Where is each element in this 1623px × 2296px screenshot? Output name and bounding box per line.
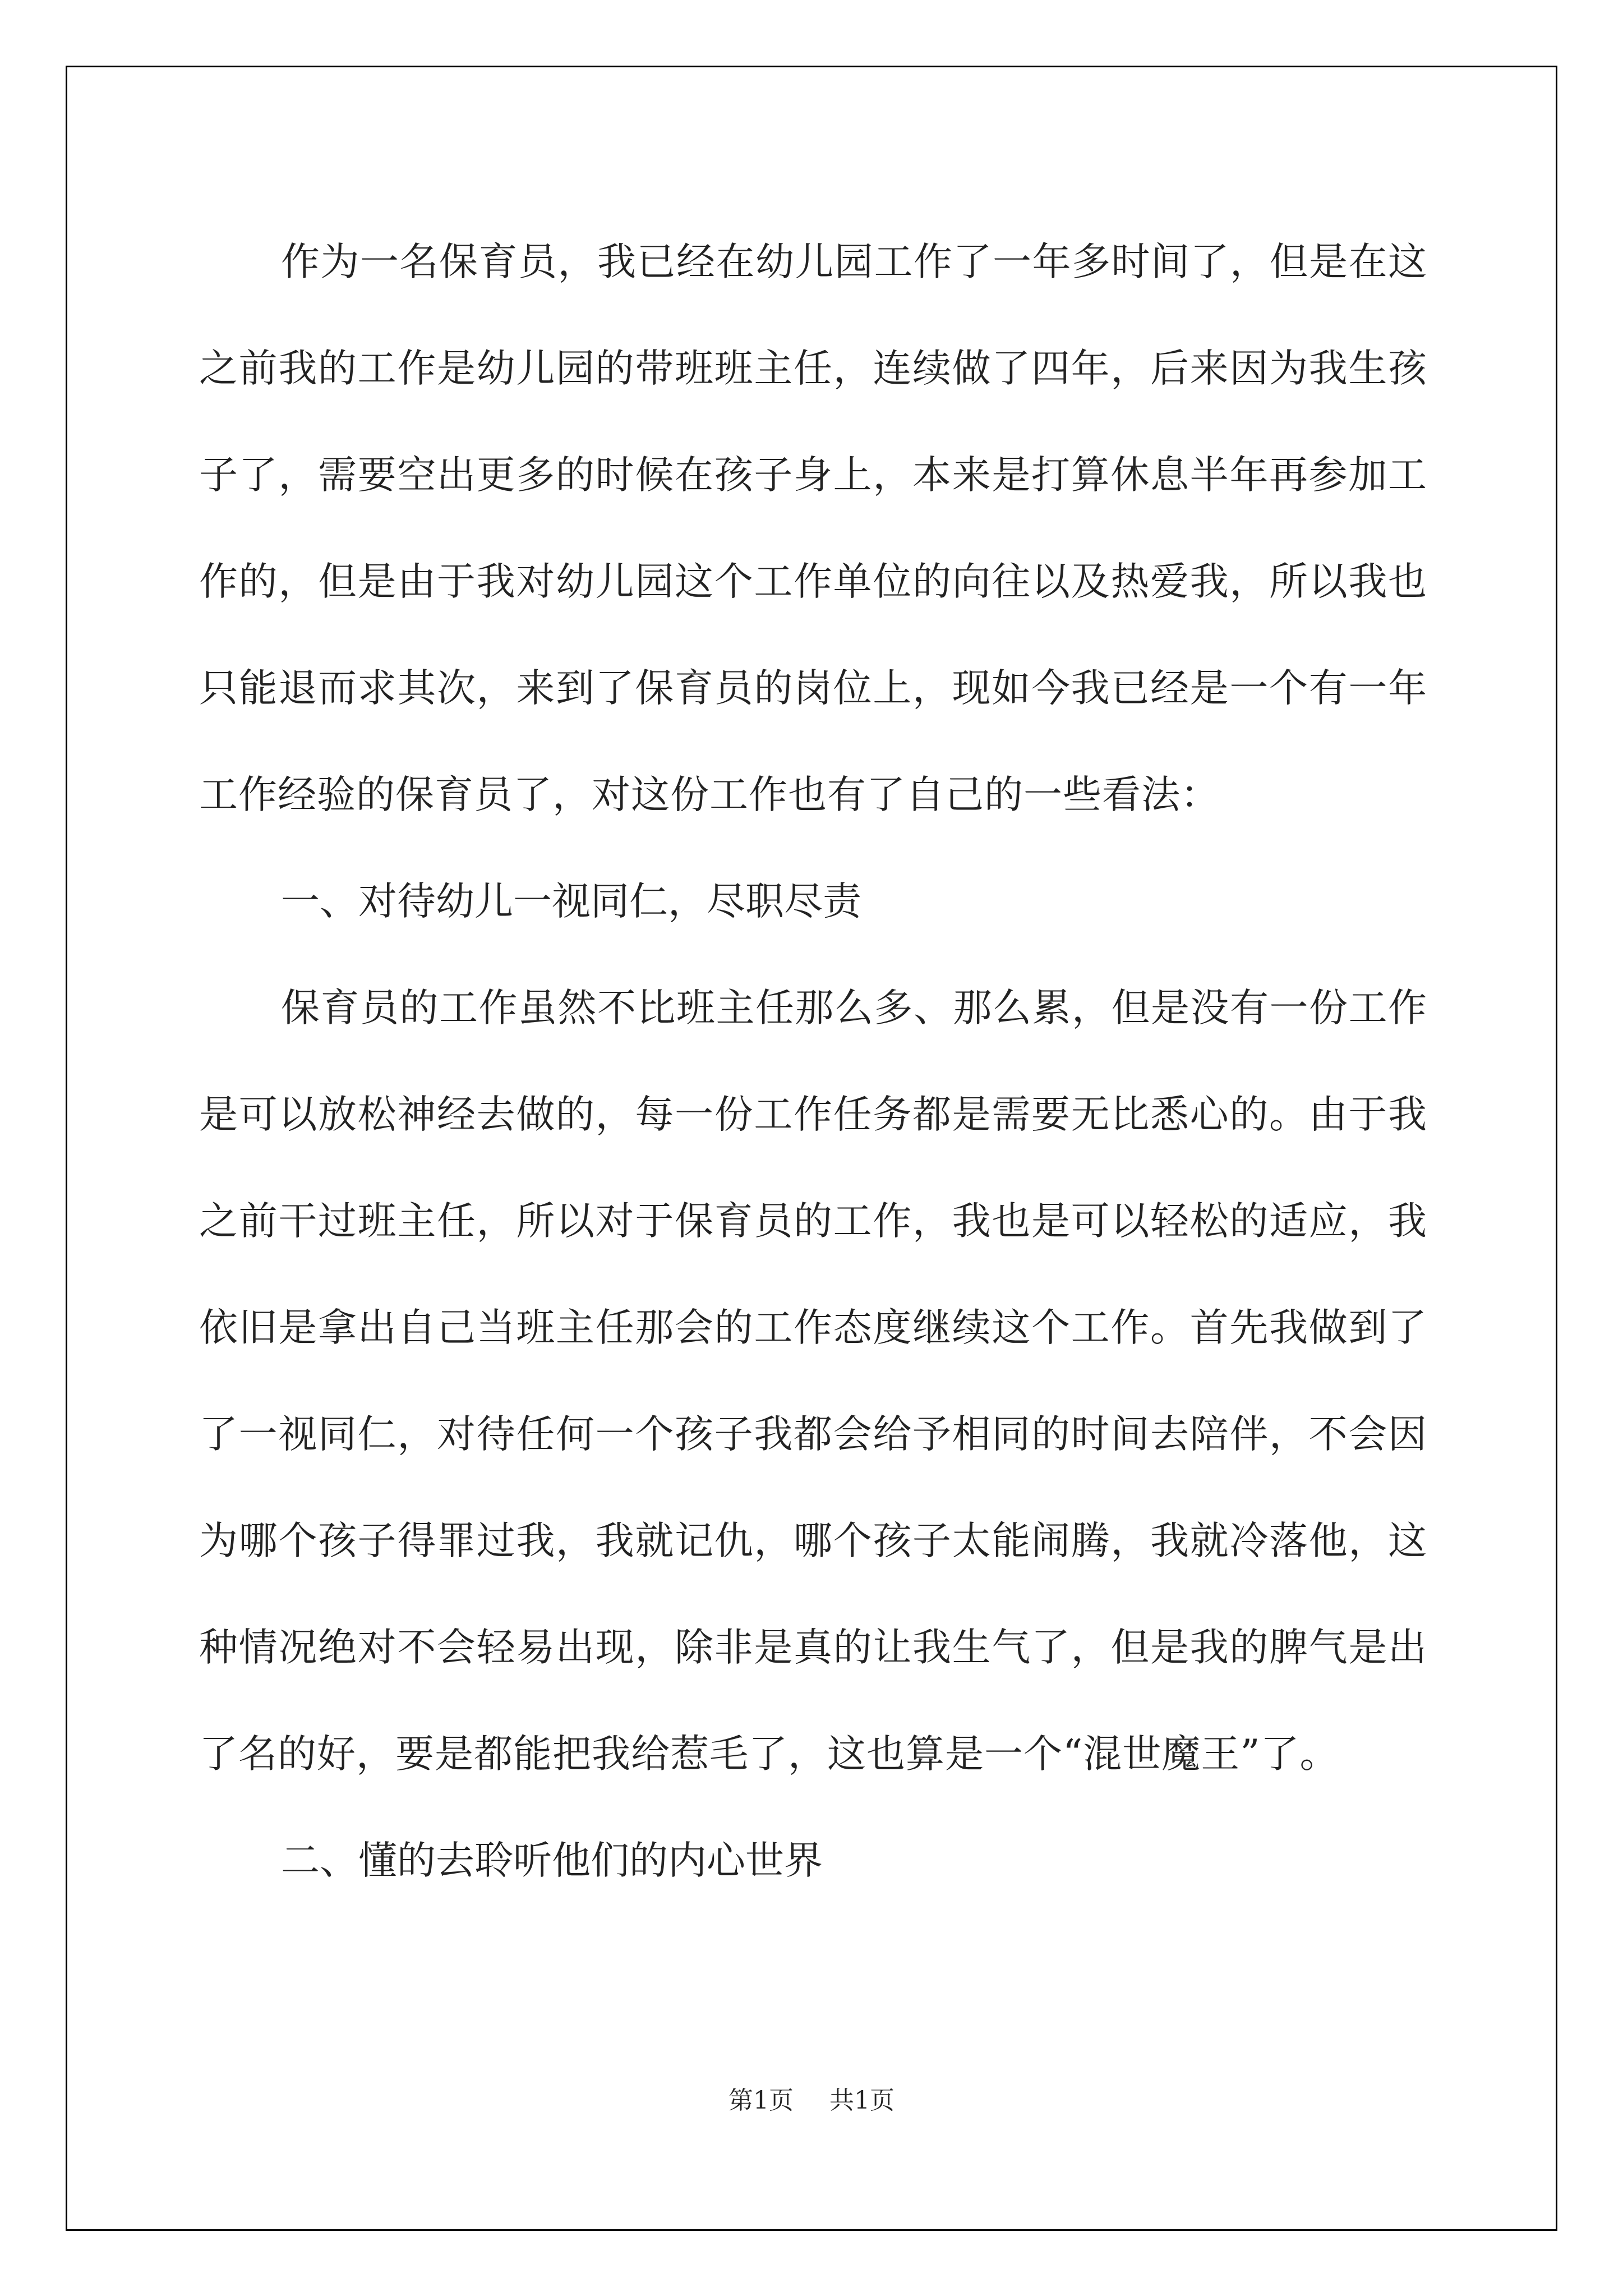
paragraph-section-1: 保育员的工作虽然不比班主任那么多、那么累，但是没有一份工作是可以放松神经去做的，每一份工作任务都是需要无比悉心的。由于我之前干过班主任，所以对于保育员的工作，我也是可以轻松的适应，我依旧是拿出自己当班主任那会的工作态度继续这个工作。首先我做到了了一视同仁，对待任何一个孩子我都会给予相同的时间去陪伴，不会因为哪个孩子得罪过我，我就记仇，哪个孩子太能闹腾，我就冷落他，这种情况绝对不会轻易出现，除非是真的让我生气了，但是我的脾气是出了名的好，要是都能把我给惹毛了，这也算是一个“混世魔王”了。 — [199, 986, 1427, 1777]
paragraph-intro: 作为一名保育员，我已经在幼儿园工作了一年多时间了，但是在这之前我的工作是幼儿园的带班班主任，连续做了四年，后来因为我生孩子了，需要空出更多的时候在孩子身上，本来是打算休息半年再参加工作的，但是由于我对幼儿园这个工作单位的向往以及热爱我，所以我也只能退而求其次，来到了保育员的岗位上，现如今我已经是一个有一年工作经验的保育员了，对这份工作也有了自己的一些看法： — [199, 240, 1427, 817]
document-body — [199, 209, 1427, 1914]
section-heading-2: 二、懂的去聆听他们的内心世界 — [281, 1838, 823, 1883]
page-total: 共1页 — [829, 2086, 895, 2115]
page-footer — [0, 2080, 1623, 2116]
page-number: 第1页 — [728, 2086, 794, 2115]
section-heading-1: 一、对待幼儿一视同仁，尽职尽责 — [281, 879, 861, 924]
